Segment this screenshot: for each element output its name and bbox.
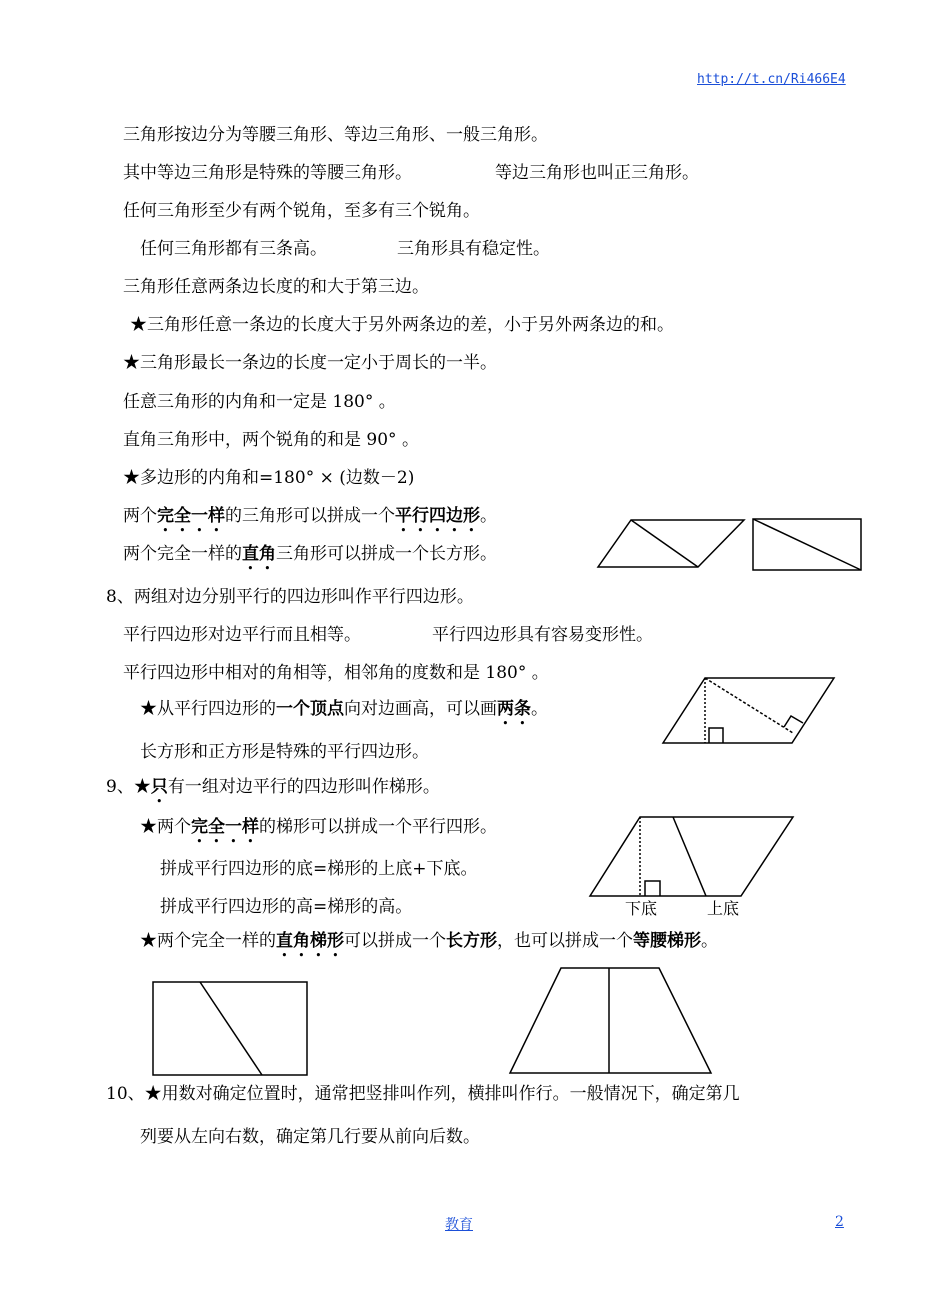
emphasis-text: 两条 bbox=[497, 699, 531, 719]
text-run: ，也可以拼成一个 bbox=[497, 931, 633, 951]
text-line: 长方形和正方形是特殊的平行四边形。 bbox=[140, 742, 429, 762]
text-run: 。 bbox=[701, 931, 718, 951]
text-line: 平行四边形对边平行而且相等。 bbox=[123, 625, 361, 645]
text-line: ★三角形任意一条边的长度大于另外两条边的差，小于另外两条边的和。 bbox=[130, 315, 674, 335]
emphasis-text: 完全一样 bbox=[191, 817, 259, 837]
text-line: 拼成平行四边形的高=梯形的高。 bbox=[160, 897, 413, 917]
emphasis-text: 完全一样 bbox=[157, 506, 225, 526]
text-line: 三角形按边分为等腰三角形、等边三角形、一般三角形。 bbox=[123, 125, 548, 145]
text-run: ★从平行四边形的 bbox=[140, 699, 276, 719]
text-line bbox=[140, 816, 497, 847]
text-line: 平行四边形中相对的角相等，相邻角的度数和是 180° 。 bbox=[123, 663, 549, 683]
text-run: 的三角形可以拼成一个 bbox=[225, 506, 395, 526]
emphasis-text: 直角梯形 bbox=[276, 931, 344, 951]
text-line: 三角形具有稳定性。 bbox=[397, 239, 550, 259]
page-number: 2 bbox=[835, 1214, 844, 1230]
text-line: 任意三角形的内角和一定是 180° 。 bbox=[123, 392, 396, 412]
rectangle-diagonal-figure bbox=[752, 518, 864, 572]
text-run: 三角形可以拼成一个长方形。 bbox=[276, 544, 497, 564]
emphasis-text: 平行四边形 bbox=[395, 506, 480, 526]
text-run: 可以拼成一个 bbox=[344, 931, 446, 951]
text-line: ★多边形的内角和=180° × (边数－2) bbox=[123, 468, 415, 488]
text-line: 任何三角形至少有两个锐角，至多有三个锐角。 bbox=[123, 201, 480, 221]
text-line bbox=[106, 776, 440, 807]
text-run: ★两个 bbox=[140, 817, 191, 837]
text-run: 。 bbox=[531, 699, 548, 719]
text-line: 10、★用数对确定位置时，通常把竖排叫作列，横排叫作行。一般情况下，确定第几 bbox=[106, 1084, 740, 1104]
text-line: 8、两组对边分别平行的四边形叫作平行四边形。 bbox=[106, 587, 474, 607]
text-line: 列要从左向右数，确定第几行要从前向后数。 bbox=[140, 1127, 480, 1147]
text-run: 9、★ bbox=[106, 777, 151, 797]
text-run: 两个完全一样的 bbox=[123, 544, 242, 564]
parallelogram-heights-figure bbox=[662, 676, 837, 746]
text-run: 有一组对边平行的四边形叫作梯形。 bbox=[167, 777, 440, 797]
right-trapezoids-rectangle-figure bbox=[152, 981, 310, 1077]
parallelogram-diagonal-figure bbox=[596, 518, 746, 570]
header-link[interactable]: http://t.cn/Ri466E4 bbox=[697, 72, 846, 87]
text-run: 向对边画高，可以画 bbox=[344, 699, 497, 719]
text-run: ★两个完全一样的 bbox=[140, 931, 276, 951]
lower-base-label: 下底 bbox=[625, 899, 658, 918]
emphasis-text: 一个顶点 bbox=[276, 699, 344, 719]
emphasis-text: 直角 bbox=[242, 544, 276, 564]
text-run: 的梯形可以拼成一个平行四形。 bbox=[259, 817, 497, 837]
text-line: 任何三角形都有三条高。 bbox=[140, 239, 327, 259]
text-line bbox=[123, 543, 497, 574]
isosceles-trapezoid-figure bbox=[508, 966, 714, 1076]
emphasis-text: 只 bbox=[150, 777, 168, 797]
text-line bbox=[123, 505, 497, 536]
text-line: 其中等边三角形是特殊的等腰三角形。 bbox=[123, 163, 412, 183]
text-line bbox=[140, 930, 718, 961]
text-run: 。 bbox=[480, 506, 497, 526]
text-line: 平行四边形具有容易变形性。 bbox=[432, 625, 653, 645]
text-line: 直角三角形中，两个锐角的和是 90° 。 bbox=[123, 430, 419, 450]
footer-link[interactable]: 教育 bbox=[445, 1217, 473, 1233]
upper-base-label: 上底 bbox=[707, 899, 740, 918]
text-line bbox=[140, 698, 548, 729]
text-line: 拼成平行四边形的底=梯形的上底+下底。 bbox=[160, 859, 478, 879]
text-line: 等边三角形也叫正三角形。 bbox=[495, 163, 699, 183]
emphasis-text: 长方形 bbox=[446, 931, 497, 951]
text-line: 三角形任意两条边长度的和大于第三边。 bbox=[123, 277, 429, 297]
text-run: 两个 bbox=[123, 506, 157, 526]
trapezoid-parallelogram-figure bbox=[588, 815, 798, 899]
emphasis-text: 等腰梯形 bbox=[633, 931, 701, 951]
text-line: ★三角形最长一条边的长度一定小于周长的一半。 bbox=[123, 353, 497, 373]
